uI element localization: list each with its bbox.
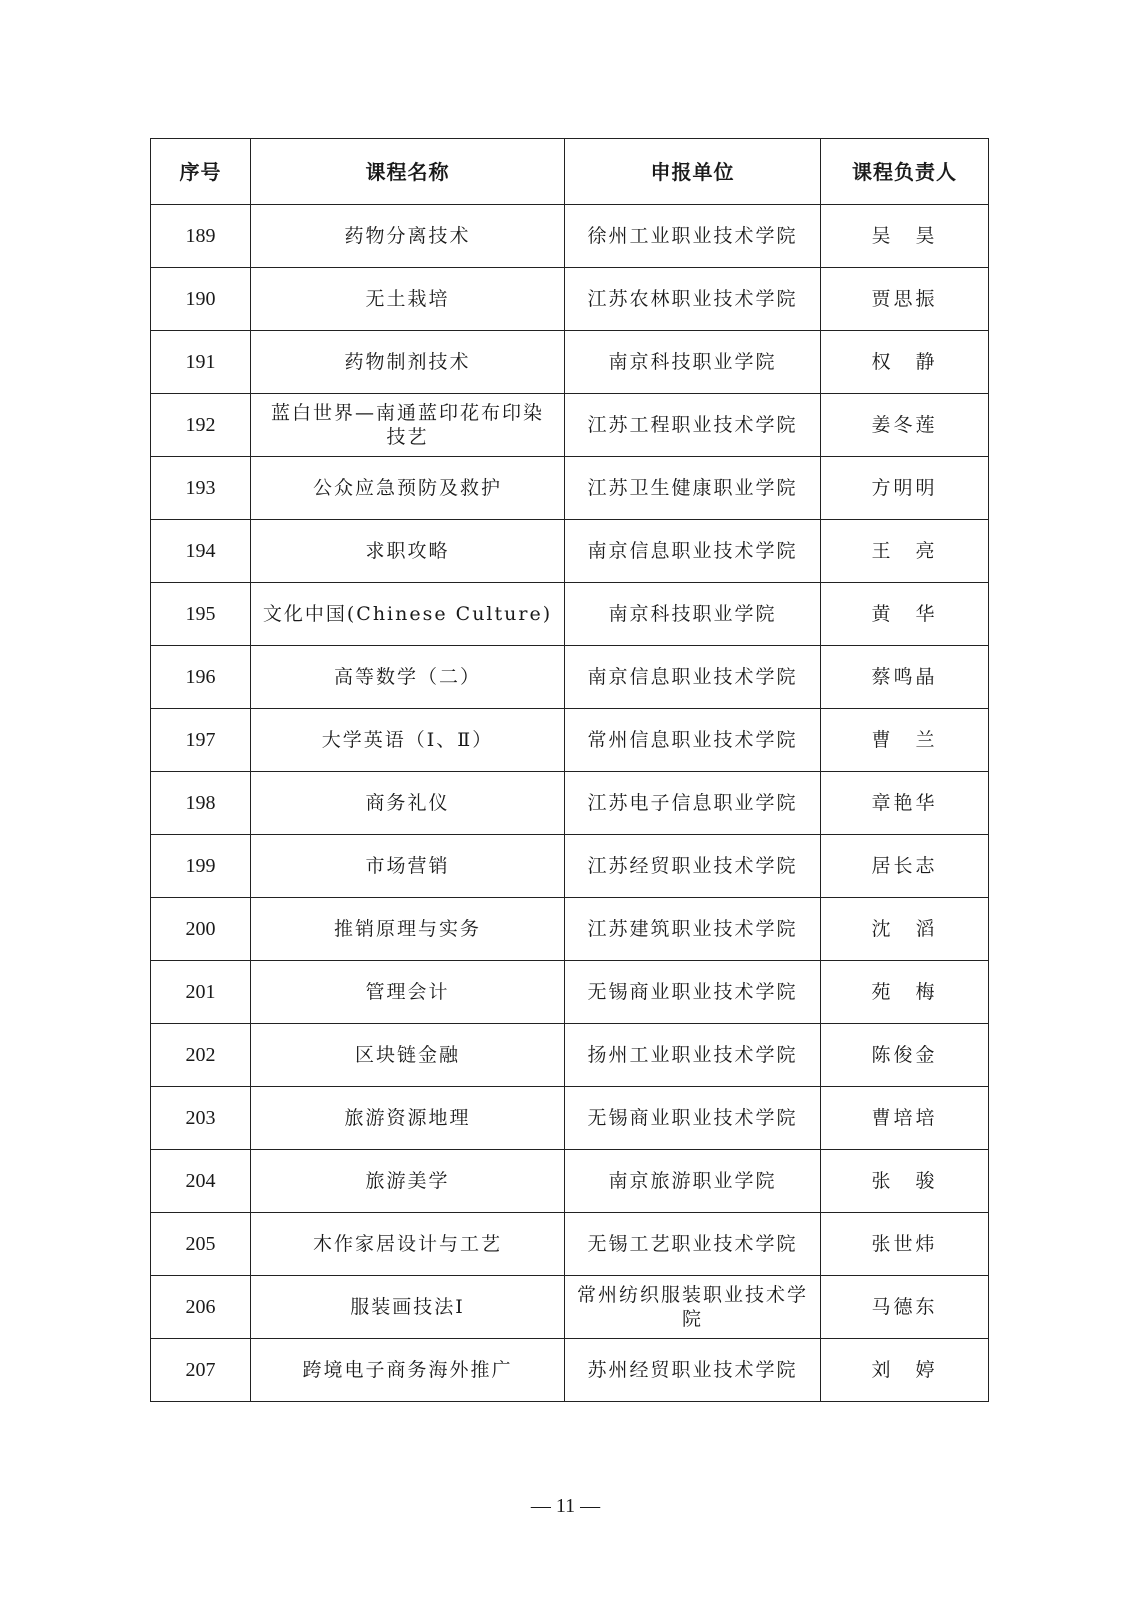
cell-applying-unit: 扬州工业职业技术学院	[565, 1024, 821, 1087]
cell-applying-unit: 南京旅游职业学院	[565, 1150, 821, 1213]
table-row	[151, 898, 989, 961]
cell-seq: 203	[151, 1087, 251, 1150]
table-row	[151, 1339, 989, 1402]
cell-course-leader: 曹 兰	[821, 709, 989, 772]
cell-course-name: 市场营销	[251, 835, 565, 898]
cell-course-leader: 吴 昊	[821, 205, 989, 268]
cell-course-name: 管理会计	[251, 961, 565, 1024]
table-row	[151, 205, 989, 268]
cell-course-name: 服装画技法Ⅰ	[251, 1276, 565, 1339]
page-number: — 11 —	[530, 1495, 601, 1517]
cell-seq: 191	[151, 331, 251, 394]
cell-seq: 189	[151, 205, 251, 268]
table-row	[151, 1024, 989, 1087]
cell-course-leader: 蔡鸣晶	[821, 646, 989, 709]
cell-course-name: 药物制剂技术	[251, 331, 565, 394]
cell-course-leader: 沈 滔	[821, 898, 989, 961]
cell-course-leader: 苑 梅	[821, 961, 989, 1024]
cell-course-leader: 居长志	[821, 835, 989, 898]
cell-course-leader: 张 骏	[821, 1150, 989, 1213]
header-applying-unit: 申报单位	[565, 139, 821, 205]
cell-seq: 201	[151, 961, 251, 1024]
header-row	[151, 139, 989, 205]
cell-course-leader: 马德东	[821, 1276, 989, 1339]
cell-course-name: 商务礼仪	[251, 772, 565, 835]
table-row	[151, 1213, 989, 1276]
cell-course-name: 大学英语（Ⅰ、Ⅱ）	[251, 709, 565, 772]
table-row	[151, 646, 989, 709]
course-table	[150, 138, 989, 1402]
cell-course-leader: 张世炜	[821, 1213, 989, 1276]
cell-applying-unit: 江苏卫生健康职业学院	[565, 457, 821, 520]
cell-course-leader: 方明明	[821, 457, 989, 520]
cell-applying-unit: 无锡商业职业技术学院	[565, 1087, 821, 1150]
header-course-leader: 课程负责人	[821, 139, 989, 205]
cell-course-name: 旅游资源地理	[251, 1087, 565, 1150]
table-row	[151, 457, 989, 520]
cell-course-name: 木作家居设计与工艺	[251, 1213, 565, 1276]
cell-seq: 204	[151, 1150, 251, 1213]
table-row	[151, 331, 989, 394]
cell-course-name: 推销原理与实务	[251, 898, 565, 961]
cell-seq: 198	[151, 772, 251, 835]
cell-seq: 194	[151, 520, 251, 583]
header-seq: 序号	[151, 139, 251, 205]
cell-seq: 206	[151, 1276, 251, 1339]
cell-course-leader: 黄 华	[821, 583, 989, 646]
cell-course-leader: 刘 婷	[821, 1339, 989, 1402]
cell-seq: 199	[151, 835, 251, 898]
cell-seq: 196	[151, 646, 251, 709]
cell-seq: 200	[151, 898, 251, 961]
table-row	[151, 520, 989, 583]
cell-applying-unit: 常州信息职业技术学院	[565, 709, 821, 772]
cell-applying-unit: 南京信息职业技术学院	[565, 520, 821, 583]
table-row	[151, 772, 989, 835]
table-row	[151, 394, 989, 457]
cell-applying-unit: 南京科技职业学院	[565, 583, 821, 646]
table-row	[151, 1276, 989, 1339]
cell-seq: 202	[151, 1024, 251, 1087]
cell-applying-unit: 苏州经贸职业技术学院	[565, 1339, 821, 1402]
cell-seq: 207	[151, 1339, 251, 1402]
cell-course-name: 旅游美学	[251, 1150, 565, 1213]
cell-course-leader: 贾思振	[821, 268, 989, 331]
table-row	[151, 268, 989, 331]
header-course-name: 课程名称	[251, 139, 565, 205]
cell-course-leader: 权 静	[821, 331, 989, 394]
cell-applying-unit: 南京科技职业学院	[565, 331, 821, 394]
cell-course-leader: 陈俊金	[821, 1024, 989, 1087]
cell-seq: 192	[151, 394, 251, 457]
cell-course-name: 药物分离技术	[251, 205, 565, 268]
cell-applying-unit: 南京信息职业技术学院	[565, 646, 821, 709]
table-row	[151, 1150, 989, 1213]
cell-applying-unit: 江苏建筑职业技术学院	[565, 898, 821, 961]
cell-course-leader: 王 亮	[821, 520, 989, 583]
cell-course-name: 区块链金融	[251, 1024, 565, 1087]
cell-applying-unit: 江苏经贸职业技术学院	[565, 835, 821, 898]
cell-seq: 195	[151, 583, 251, 646]
cell-course-name: 无土栽培	[251, 268, 565, 331]
cell-course-name: 文化中国(Chinese Culture)	[251, 583, 565, 646]
table-row	[151, 835, 989, 898]
cell-course-name: 蓝白世界—南通蓝印花布印染技艺	[251, 394, 565, 457]
cell-applying-unit: 江苏电子信息职业学院	[565, 772, 821, 835]
cell-applying-unit: 江苏农林职业技术学院	[565, 268, 821, 331]
table-row	[151, 1087, 989, 1150]
table-row	[151, 961, 989, 1024]
cell-applying-unit: 江苏工程职业技术学院	[565, 394, 821, 457]
cell-course-leader: 曹培培	[821, 1087, 989, 1150]
cell-course-leader: 姜冬莲	[821, 394, 989, 457]
table-row	[151, 583, 989, 646]
cell-course-leader: 章艳华	[821, 772, 989, 835]
cell-course-name: 跨境电子商务海外推广	[251, 1339, 565, 1402]
cell-applying-unit: 常州纺织服装职业技术学院	[565, 1276, 821, 1339]
cell-course-name: 高等数学（二）	[251, 646, 565, 709]
table-body	[151, 205, 989, 1402]
cell-seq: 193	[151, 457, 251, 520]
table-header	[151, 139, 989, 205]
cell-applying-unit: 徐州工业职业技术学院	[565, 205, 821, 268]
cell-seq: 190	[151, 268, 251, 331]
cell-applying-unit: 无锡工艺职业技术学院	[565, 1213, 821, 1276]
cell-course-name: 公众应急预防及救护	[251, 457, 565, 520]
cell-seq: 197	[151, 709, 251, 772]
table-row	[151, 709, 989, 772]
cell-course-name: 求职攻略	[251, 520, 565, 583]
cell-applying-unit: 无锡商业职业技术学院	[565, 961, 821, 1024]
cell-seq: 205	[151, 1213, 251, 1276]
